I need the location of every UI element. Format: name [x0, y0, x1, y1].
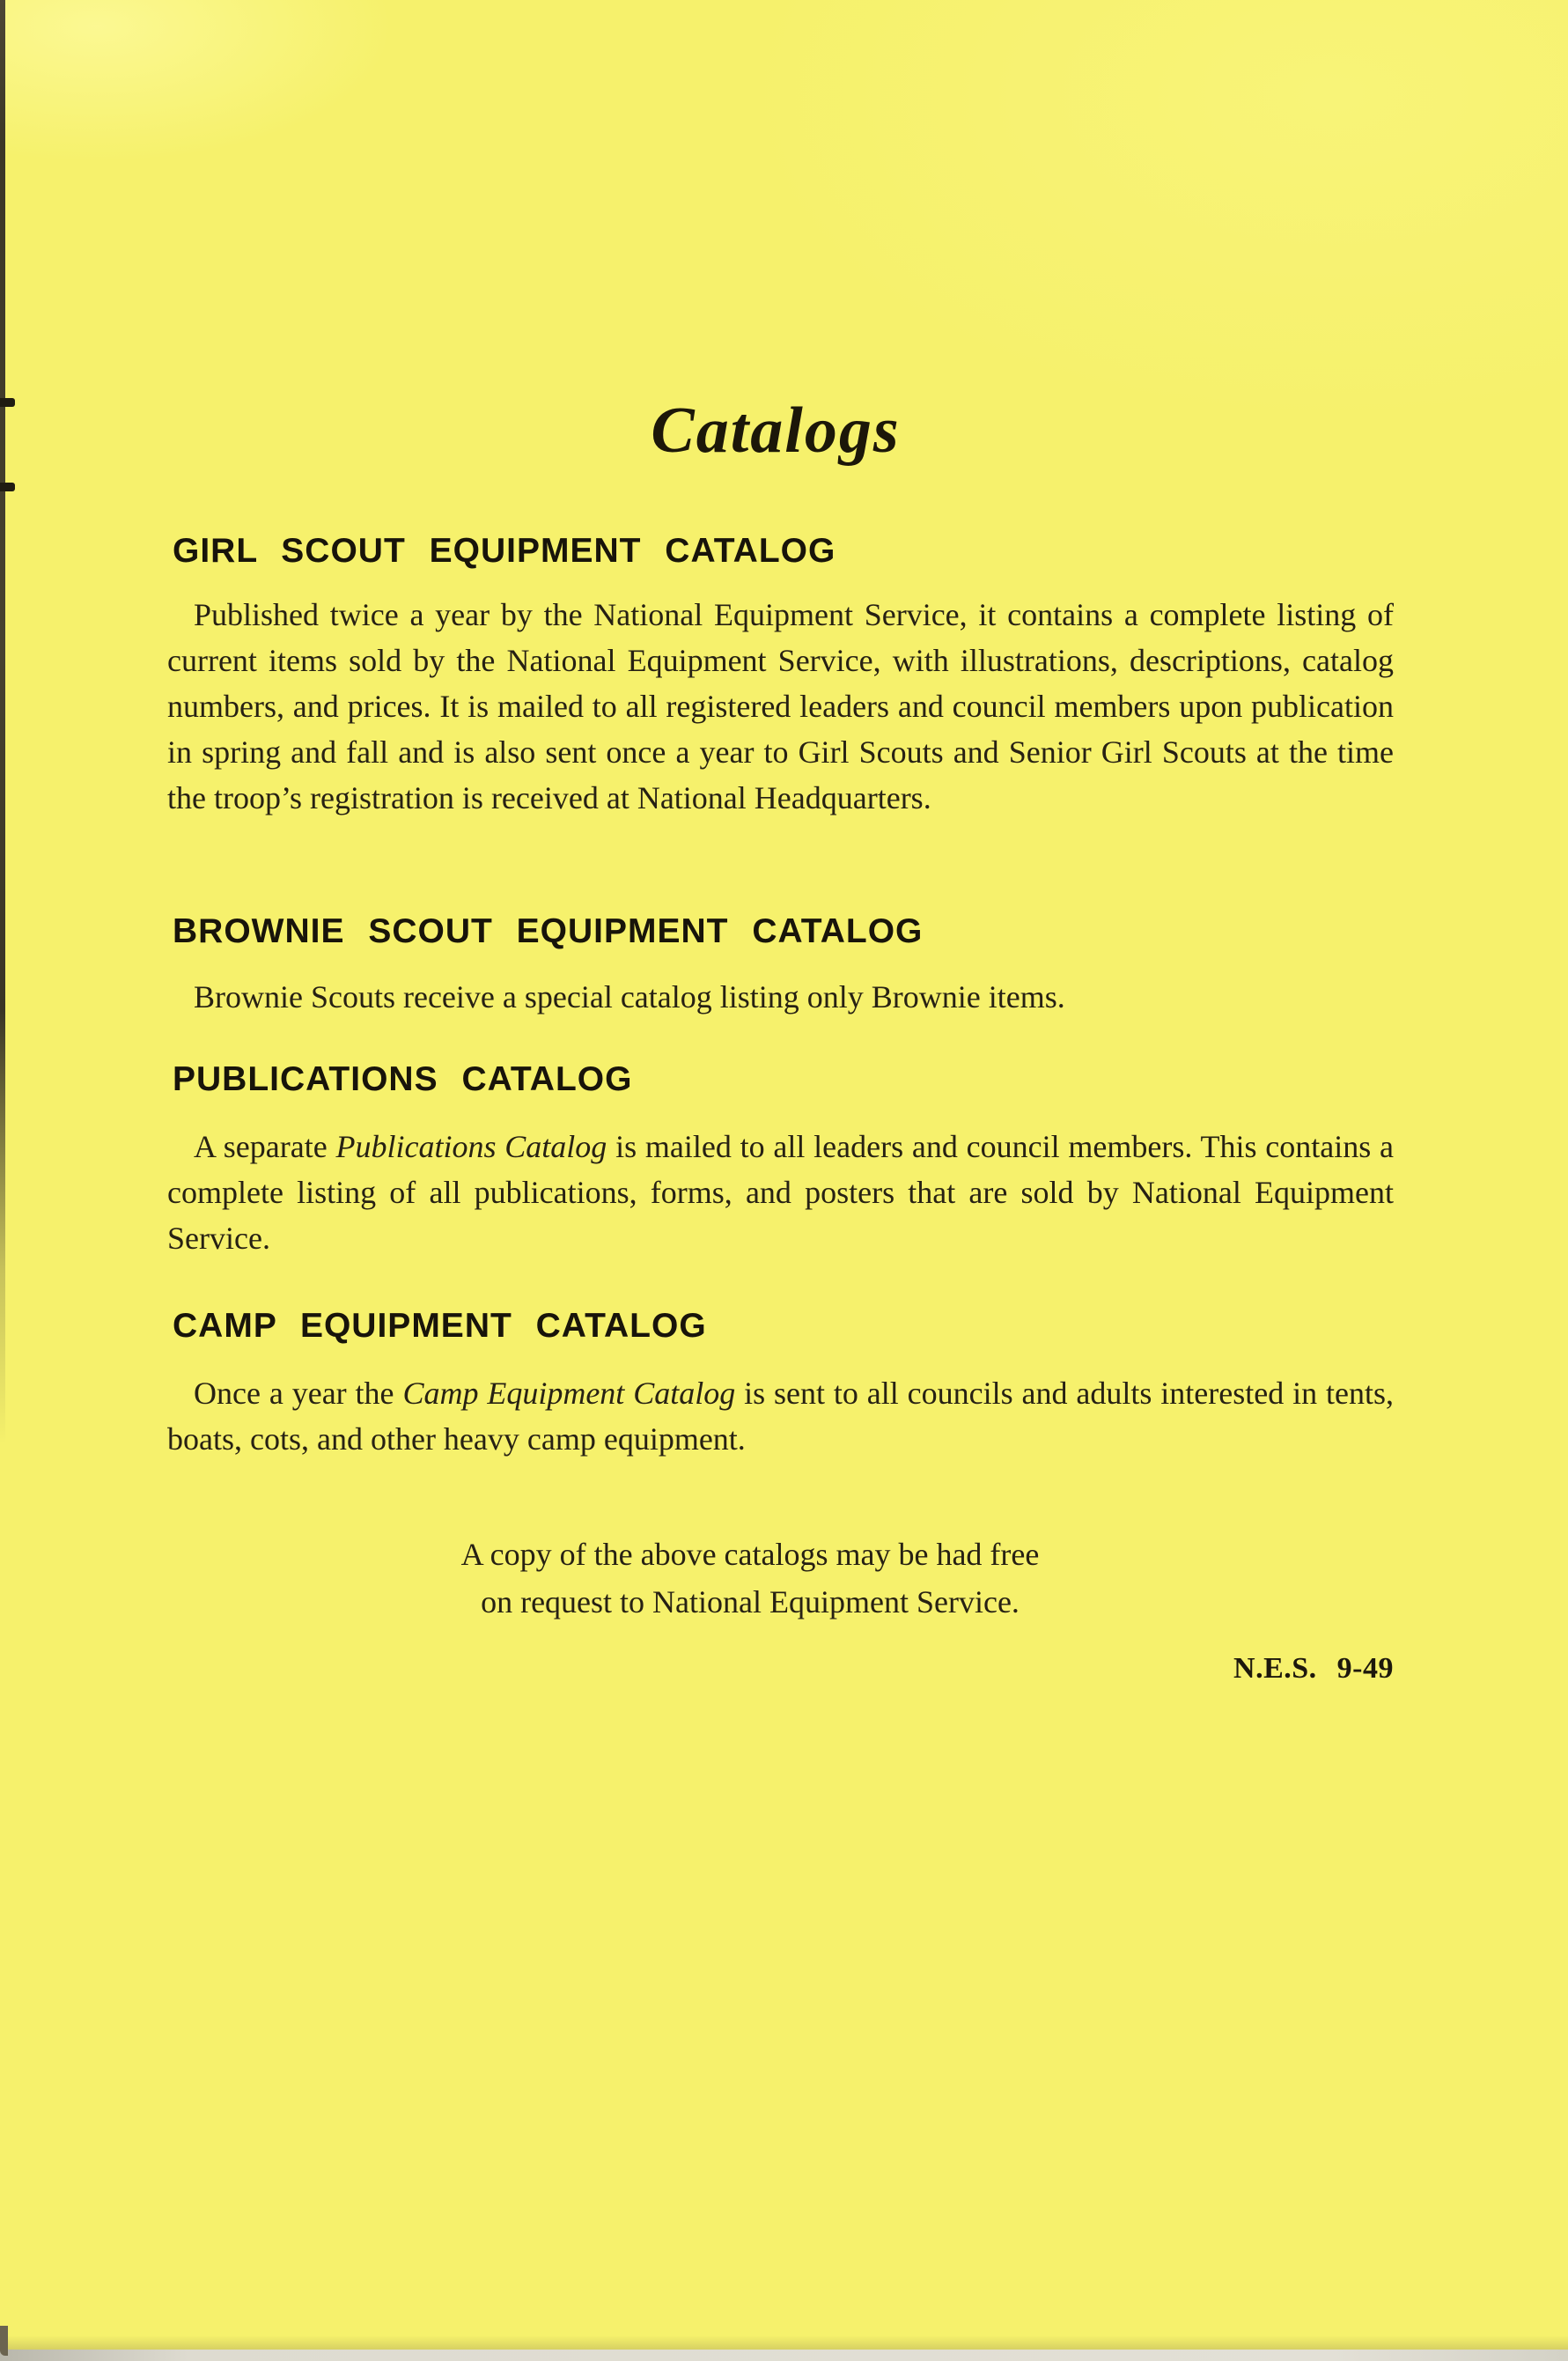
section-camp-catalog-body — [167, 1370, 1394, 1462]
note-line: A copy of the above catalogs may be had free — [460, 1537, 1040, 1572]
paragraph-text: Published twice a year by the National Equipment Service, it contains a complete listing of current items sold by the National Equipment Service, with illustrations, descriptions, catalog numbers, and prices. It is mailed to all registered leaders and council members upon publication in spring and fall and is also sent once a year to Girl Scouts and Senior Girl Scouts at the time the troop’s registration is received at National Headquarters. — [167, 597, 1394, 815]
page-title: Catalogs — [651, 395, 901, 467]
section-brownie-catalog-heading — [167, 914, 1394, 948]
scan-corner-mark — [0, 2326, 8, 2356]
paragraph-text: Once a year the — [194, 1376, 403, 1411]
paragraph — [167, 1124, 1394, 1261]
section-camp-catalog-heading — [167, 1309, 1394, 1343]
section-heading: PUBLICATIONS CATALOG — [173, 1060, 633, 1098]
section-girl-scout-catalog-body — [167, 592, 1394, 821]
section-girl-scout-catalog-heading — [167, 534, 1394, 568]
paragraph — [167, 1370, 1394, 1462]
scan-edge-mark — [0, 483, 15, 491]
paragraph — [167, 974, 1394, 1020]
page-bottom-edge — [0, 2350, 1568, 2361]
section-heading: BROWNIE SCOUT EQUIPMENT CATALOG — [173, 912, 924, 950]
section-heading: CAMP EQUIPMENT CATALOG — [173, 1307, 707, 1345]
paragraph-text: is mailed to all leaders and council members. This contains a complete listing of all publications, forms, and posters that are sold by National Equipment Service. — [167, 1129, 1394, 1256]
scan-binding-edge — [0, 0, 5, 1444]
paragraph-text-italic: Publications Catalog — [335, 1129, 607, 1164]
section-brownie-catalog-body — [167, 974, 1394, 1020]
paragraph-text: is sent to all councils and adults interested in tents, boats, cots, and other heavy camp equipment. — [167, 1376, 1394, 1457]
page-bottom-shadow — [0, 2335, 1568, 2350]
paragraph-text: A separate — [194, 1129, 336, 1164]
section-publications-catalog-heading — [167, 1062, 1394, 1096]
note-line: on request to National Equipment Service. — [481, 1584, 1020, 1619]
paragraph-text: Brownie Scouts receive a special catalog listing only Brownie items. — [194, 979, 1065, 1014]
free-copy-note — [167, 1531, 1333, 1626]
section-publications-catalog-body — [167, 1124, 1394, 1261]
section-heading: GIRL SCOUT EQUIPMENT CATALOG — [173, 532, 836, 570]
publication-code: N.E.S. 9-49 — [1233, 1652, 1394, 1685]
paragraph-text-italic: Camp Equipment Catalog — [402, 1376, 736, 1411]
paragraph — [167, 592, 1394, 821]
